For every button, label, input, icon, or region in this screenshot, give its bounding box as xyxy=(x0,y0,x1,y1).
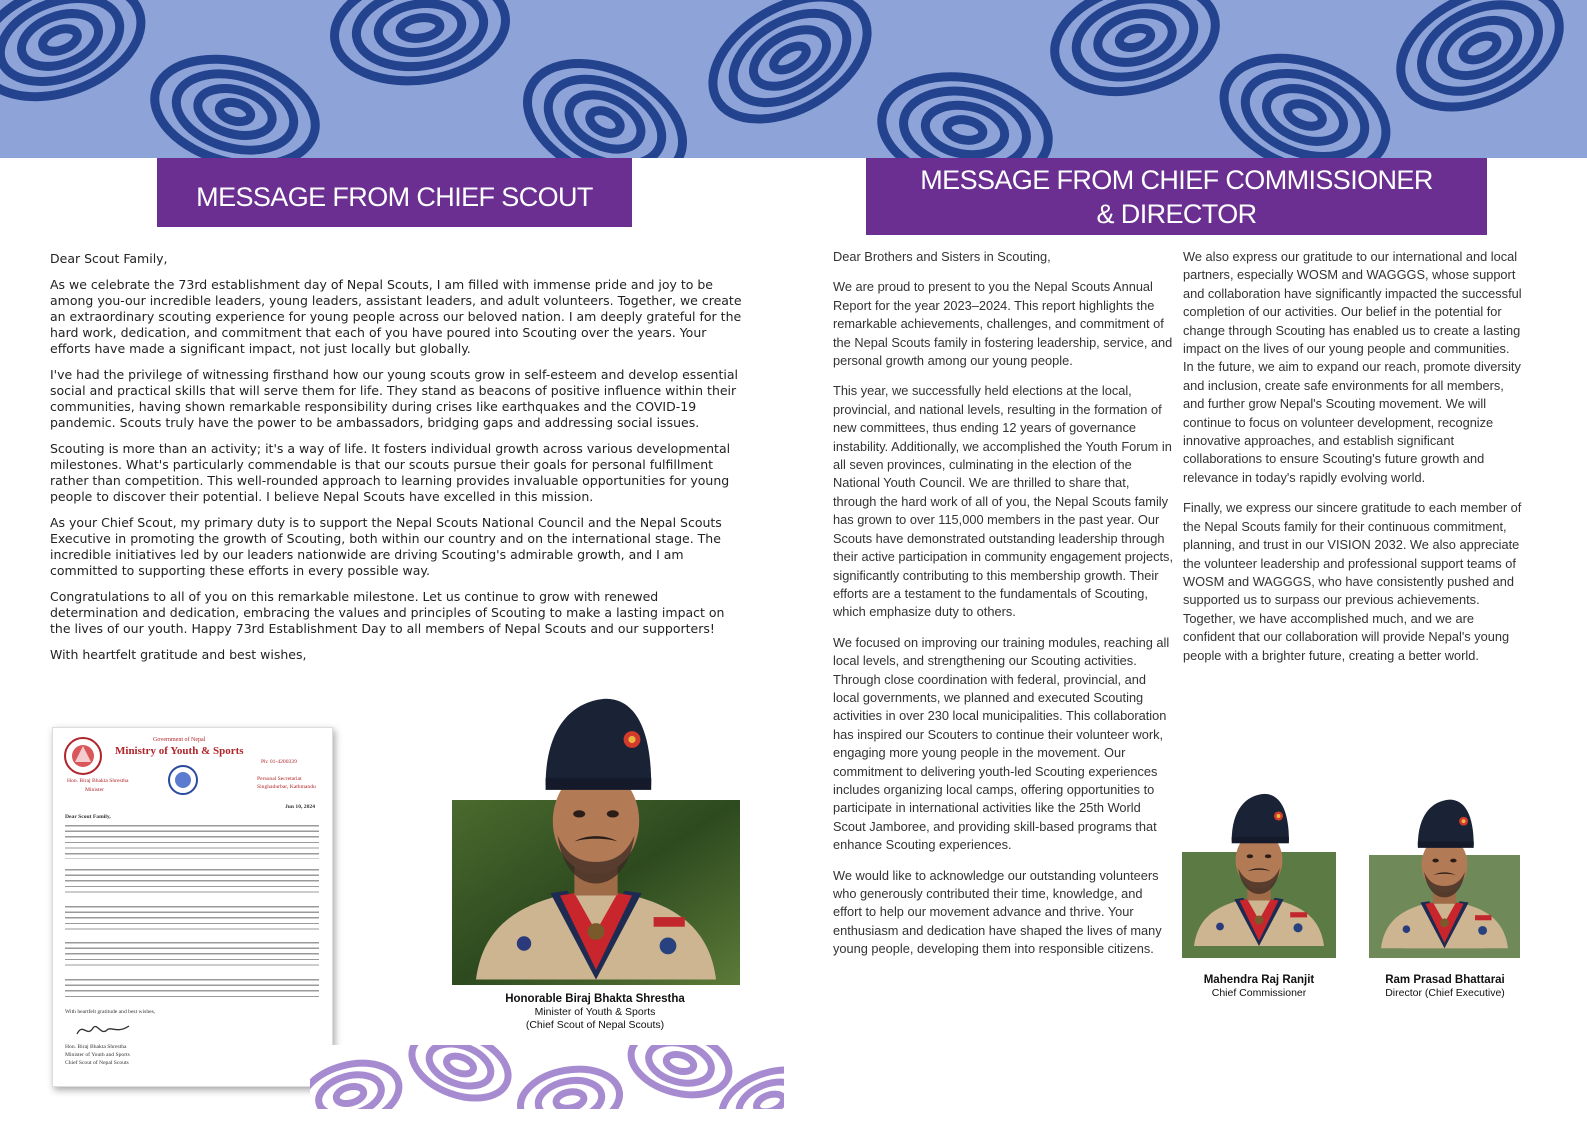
commissioner-paragraph: We would like to acknowledge our outstanding volunteers who generously contributed their time, knowledge, and effort to help our movement advance and thrive. Your enthusiasm and dedication have shaped the lives of many young people, developing them into responsible citizens. xyxy=(833,867,1162,957)
letter-closing: With heartfelt gratitude and best wishes, xyxy=(65,1009,156,1015)
letter-body-lines xyxy=(65,979,319,1001)
letter-government: Government of Nepal xyxy=(153,737,206,743)
chief-scout-name: Honorable Biraj Bhakta Shrestha xyxy=(505,993,685,1005)
chief-scout-paragraph: Congratulations to all of you on this remarkable milestone. Let us continue to grow with renewed determination and dedication, embracing the values and principles of Scouting to make a lasting impact on the lives of our youth. Happy 73rd Establishment Day to all members of Nepal Scouts and our supporters! xyxy=(50,589,725,636)
letter-sender-name: Hon. Biraj Bhakta Shrestha xyxy=(67,778,129,784)
chief-scout-role: Minister of Youth & Sports xyxy=(534,1006,656,1018)
letter-sign-title-2: Chief Scout of Nepal Scouts xyxy=(65,1060,129,1066)
commissioner-paragraph: We focused on improving our training modules, reaching all local levels, and strengthening our Scouting activities. Through close coordination with federal, provincial, and local governments, we planned and executed Scouting activities in over 230 local municipalities. This collaboration has inspired our Scouters to continue their volunteer work, engaging more young people in the movement. Our commitment to delivering youth-led Scouting experiences includes organizing local camps, offering opportunities to participate in international activities like the 25th World Scout Jamboree, and providing skill-based programs that enhance Scouting experiences. xyxy=(833,634,1170,853)
letter-body-lines xyxy=(65,906,319,934)
chief-commissioner-role: Chief Commissioner xyxy=(1211,987,1307,999)
letter-office: Personal Secretariat xyxy=(257,776,302,782)
footer-pattern xyxy=(310,1045,784,1109)
letter-sign-name: Hon. Biraj Bhakta Shrestha xyxy=(65,1044,127,1050)
chief-scout-title-banner xyxy=(157,158,632,227)
commissioner-paragraph: Finally, we express our sincere gratitude to each member of the Nepal Scouts family for their continuous commitment, planning, and trust in our VISION 2032. We also appreciate the volunteer leadership and professional support teams of WOSM and WAGGGS, who have consistently pushed and supported us to surpass our previous achievements. Together, we have accomplished much, and we are confident that our collaboration will provide Nepal's young people with a brighter future, creating a better world. xyxy=(1183,500,1522,663)
commissioner-title-line-2: & DIRECTOR xyxy=(1096,199,1257,229)
chief-scout-salutation: Dear Scout Family, xyxy=(50,251,168,266)
director-name: Ram Prasad Bhattarai xyxy=(1385,974,1505,986)
commissioner-paragraph: We are proud to present to you the Nepal Scouts Annual Report for the year 2023–2024. This report highlights the remarkable achievements, challenges, and commitment of the Nepal Scouts family in fostering leadership, service, and personal growth among our young people. xyxy=(833,279,1173,369)
letter-date: Jun 10, 2024 xyxy=(285,804,315,810)
commissioner-title-banner xyxy=(866,158,1487,235)
letter-sign-title-1: Minister of Youth and Sports xyxy=(65,1052,130,1058)
commissioner-message-column-2 xyxy=(1183,248,1523,677)
commissioner-paragraph: This year, we successfully held elections at the local, provincial, and national levels, resulting in the formation of new committees, thus ending 12 years of governance instability. Additionally, we accomplished the Youth Forum in all seven provinces, culminating in the election of the National Youth Council. We are thrilled to share that, through the hard work of all of you, the Nepal Scouts family has grown to over 115,000 members in the past year. Our Scouts have demonstrated outstanding leadership through their active participation in community engagement projects, significantly contributing to this membership growth. Their efforts are a testament to the fundamentals of Scouting, which emphasize duty to others. xyxy=(833,383,1173,620)
letter-office-location: Singhadurbar, Kathmandu xyxy=(257,784,316,790)
letter-body-lines xyxy=(65,942,319,970)
chief-scout-paragraph: Scouting is more than an activity; it's a way of life. It fosters individual growth across various developmental milestones. What's particularly commendable is that our scouts pursue their goals for personal fulfillment rather than competition. This well-rounded approach to learning provides invaluable opportunities for young people to discover their potential. I believe Nepal Scouts have excelled in this mission. xyxy=(50,441,731,504)
letter-phone: Ph: 01-4200339 xyxy=(261,759,297,765)
letter-body-lines xyxy=(65,825,319,859)
chief-commissioner-name: Mahendra Raj Ranjit xyxy=(1203,974,1315,986)
commissioner-title-line-1: MESSAGE FROM CHIEF COMMISSIONER xyxy=(920,165,1433,195)
header-pattern xyxy=(0,0,1587,158)
chief-commissioner-photo xyxy=(1182,778,1336,958)
chief-scout-title: MESSAGE FROM CHIEF SCOUT xyxy=(196,182,593,212)
chief-scout-paragraph: As your Chief Scout, my primary duty is to support the Nepal Scouts National Council and the Nepal Scouts Executive in promoting the growth of Scouting, both within our country and on the international stage. The incredible initiatives led by our leaders nationwide are driving Scouting's admirable growth, and I am committed to supporting these efforts in every possible way. xyxy=(50,515,722,578)
director-caption xyxy=(1355,973,1535,1000)
chief-scout-caption xyxy=(445,992,745,1031)
chief-scout-role: (Chief Scout of Nepal Scouts) xyxy=(525,1018,665,1031)
letter-ministry: Ministry of Youth & Sports xyxy=(115,745,244,757)
commissioner-salutation: Dear Brothers and Sisters in Scouting, xyxy=(833,249,1051,264)
commissioner-message-column-1 xyxy=(833,248,1173,971)
government-emblem-icon xyxy=(63,736,103,776)
chief-scout-closing: With heartfelt gratitude and best wishes, xyxy=(50,647,307,662)
letter-body-lines xyxy=(65,869,319,897)
chief-commissioner-caption xyxy=(1175,973,1343,1000)
official-letter-image xyxy=(52,727,333,1087)
signature-icon xyxy=(73,1020,133,1040)
letter-salutation: Dear Scout Family, xyxy=(65,814,111,820)
letter-sender-title: Minister xyxy=(85,787,104,793)
chief-scout-paragraph: As we celebrate the 73rd establishment day of Nepal Scouts, I am filled with immense pride and joy to be among you-our incredible leaders, young leaders, assistant leaders, and adult volunteers. Together, we create an extraordinary scouting experience for young people across our beloved nation. I am deeply grateful for the hard work, dedication, and commitment that each of you have poured into Scouting over the years. Your efforts have made a significant impact, not just locally but globally. xyxy=(50,277,742,356)
director-photo xyxy=(1369,786,1520,958)
scouts-emblem-icon xyxy=(167,764,199,796)
chief-scout-photo xyxy=(452,686,740,985)
chief-scout-paragraph: I've had the privilege of witnessing firsthand how our young scouts grow in self-esteem and develop essential social and practical skills that will serve them for life. They stand as beacons of positive influence within their communities, having shown remarkable responsibility during crises Iike earthquakes and the COVID-19 pandemic. Scouts truly have the power to be ambassadors, bridging gaps and addressing social issues. xyxy=(50,367,738,430)
chief-scout-message xyxy=(50,251,745,673)
commissioner-paragraph: We also express our gratitude to our international and local partners, especially WOSM and WAGGGS, whose support and collaboration have significantly impacted the successful completion of our activities. Our belief in the potential for change through Scouting has enabled us to create a lasting impact on the lives of our young people and communities. In the future, we aim to expand our reach, promote diversity and inclusion, create safe environments for all members, and further grow Nepal's Scouting movement. We will continue to focus on volunteer development, recognize innovative approaches, and establish significant collaborations to ensure Scouting's future growth and relevance in today's rapidly evolving world. xyxy=(1183,249,1522,485)
director-role: Director (Chief Executive) xyxy=(1385,987,1505,999)
